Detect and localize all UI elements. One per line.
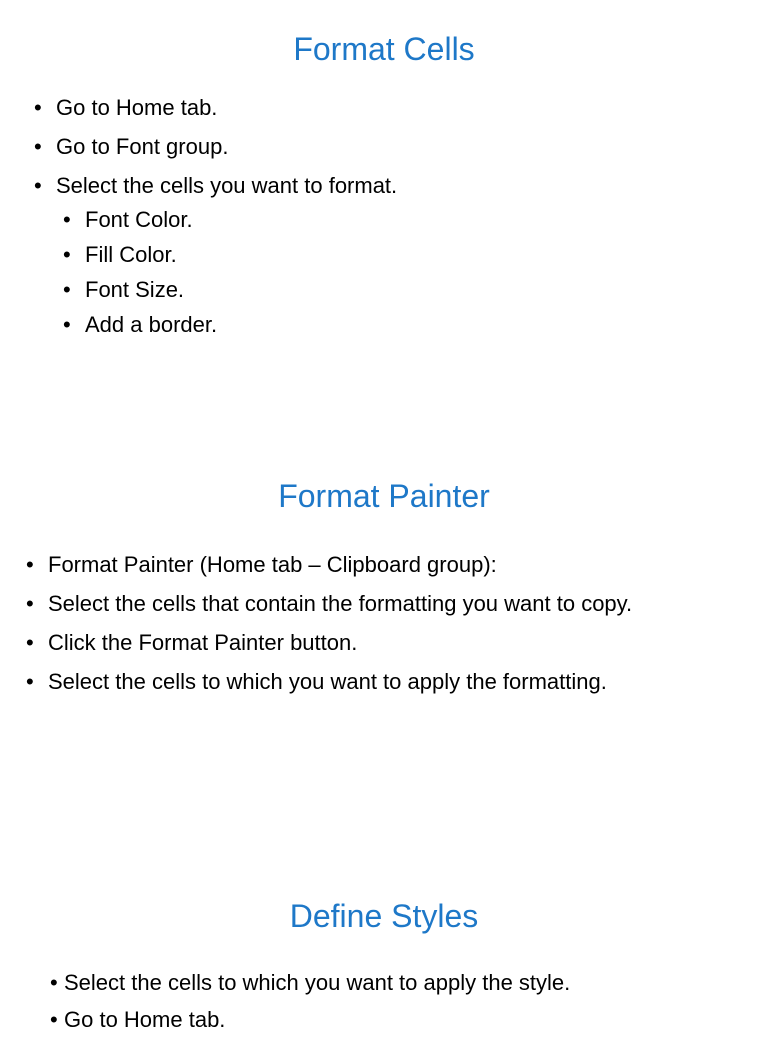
bullet-item: [56, 173, 746, 338]
sub-bullet-item: • Add a border.: [85, 312, 746, 338]
bullet-list: [48, 552, 740, 708]
sub-bullet-item: • Font Color.: [85, 207, 746, 233]
bullet-item: • Format Painter (Home tab – Clipboard group):: [48, 552, 740, 578]
bullet-item: • Click the Format Painter button.: [48, 630, 740, 656]
sub-bullet-item: • Fill Color.: [85, 242, 746, 268]
bullet-list: [56, 95, 746, 351]
bullet-text: Select the cells you want to format.: [56, 173, 398, 198]
slide-title: Format Cells: [293, 31, 475, 67]
slide-title: Define Styles: [289, 898, 479, 934]
sub-bullet-list: [85, 207, 746, 338]
bullet-item: • Go to Font group.: [56, 134, 746, 160]
bullet-item: • Go to Home tab.: [56, 95, 746, 121]
bullet-item: • Go to Home tab.: [64, 1007, 744, 1033]
bullet-item: • Select the cells to which you want to apply the style.: [64, 970, 744, 996]
bullet-item: • Select the cells that contain the formatting you want to copy.: [48, 591, 740, 617]
slide-define-styles: [0, 880, 768, 1032]
slide-title: Format Painter: [278, 478, 490, 514]
sub-bullet-item: • Font Size.: [85, 277, 746, 303]
bullet-list: [64, 970, 744, 1044]
slide-format-cells: [0, 0, 768, 400]
bullet-item: • Select the cells to which you want to apply the formatting.: [48, 669, 740, 695]
slide-format-painter: [0, 460, 768, 790]
